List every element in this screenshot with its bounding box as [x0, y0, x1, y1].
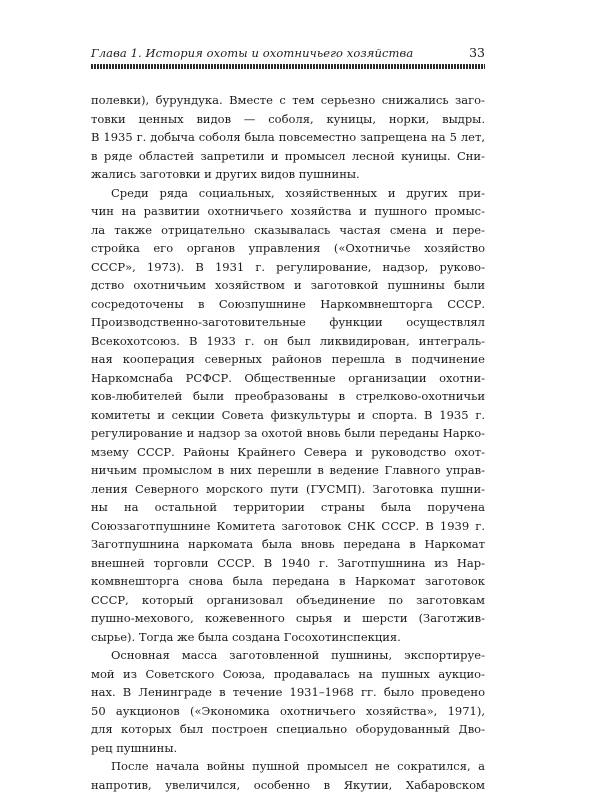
text-line: После начала войны пушной промысел не сократился, а: [91, 757, 485, 776]
text-line: ков-любителей были преобразованы в стрелково-охотничьи: [91, 387, 485, 406]
text-line: сосредоточены в Союзпушнине Наркомвнешторга СССР.: [91, 295, 485, 314]
text-line: ны на остальной территории страны была поручена: [91, 498, 485, 517]
text-line: Союззаготпушнине Комитета заготовок СНК СССР. В 1939 г.: [91, 517, 485, 536]
text-line: рец пушнины.: [91, 739, 485, 758]
text-line: Всекохотсоюз. В 1933 г. он был ликвидирован, интеграль-: [91, 332, 485, 351]
text-line: внешней торговли СССР. В 1940 г. Заготпушнина из Нар-: [91, 554, 485, 573]
text-line: мзему СССР. Районы Крайнего Севера и руководство охот-: [91, 443, 485, 462]
page-number: 33: [469, 45, 485, 60]
text-line: в ряде областей запретили и промысел лесной куницы. Сни-: [91, 147, 485, 166]
text-line: пушно-мехового, кожевенного сырья и шерсти (Заготжив-: [91, 609, 485, 628]
text-line: нах. В Ленинграде в течение 1931–1968 гг. было проведено: [91, 683, 485, 702]
text-line: Производственно-заготовительные функции осуществлял: [91, 313, 485, 332]
text-line: 50 аукционов («Экономика охотничьего хозяйства», 1971),: [91, 702, 485, 721]
text-line: чин на развитии охотничьего хозяйства и пушного промыс-: [91, 202, 485, 221]
text-line: Среди ряда социальных, хозяйственных и других при-: [91, 184, 485, 203]
text-line: жались заготовки и других видов пушнины.: [91, 165, 485, 184]
text-line: дство охотничьим хозяйством и заготовкой пушнины были: [91, 276, 485, 295]
text-line: для которых был построен специально оборудованный Дво-: [91, 720, 485, 739]
running-header: [91, 44, 485, 62]
body-text: [91, 91, 485, 794]
text-line: стройка его органов управления («Охотничье хозяйство: [91, 239, 485, 258]
text-line: ла также отрицательно сказывалась частая смена и пере-: [91, 221, 485, 240]
text-line: мой из Советского Союза, продавалась на пушных аукцио-: [91, 665, 485, 684]
text-line: товки ценных видов — соболя, куницы, норки, выдры.: [91, 110, 485, 129]
text-line: Наркомснаба РСФСР. Общественные организации охотни-: [91, 369, 485, 388]
text-line: комитеты и секции Совета физкультуры и спорта. В 1935 г.: [91, 406, 485, 425]
text-line: сырье). Тогда же была создана Госохотинспекция.: [91, 628, 485, 647]
text-line: СССР, который организовал объединение по заготовкам: [91, 591, 485, 610]
text-line: ления Северного морского пути (ГУСМП). Заготовка пушни-: [91, 480, 485, 499]
text-line: СССР», 1973). В 1931 г. регулирование, надзор, руково-: [91, 258, 485, 277]
text-line: ничьим промыслом в них перешли в ведение Главного управ-: [91, 461, 485, 480]
text-line: регулирование и надзор за охотой вновь были переданы Нарко-: [91, 424, 485, 443]
running-title: Глава 1. История охоты и охотничьего хозяйства: [91, 46, 413, 60]
text-line: ная кооперация северных районов перешла в подчинение: [91, 350, 485, 369]
text-line: напротив, увеличился, особенно в Якутии, Хабаровском: [91, 776, 485, 794]
header-rule: [91, 64, 485, 69]
text-line: полевки), бурундука. Вместе с тем серьезно снижались заго-: [91, 91, 485, 110]
text-line: Заготпушнина наркомата была вновь передана в Наркомат: [91, 535, 485, 554]
text-line: Основная масса заготовленной пушнины, экспортируе-: [91, 646, 485, 665]
text-line: комвнешторга снова была передана в Наркомат заготовок: [91, 572, 485, 591]
text-line: В 1935 г. добыча соболя была повсеместно запрещена на 5 лет,: [91, 128, 485, 147]
